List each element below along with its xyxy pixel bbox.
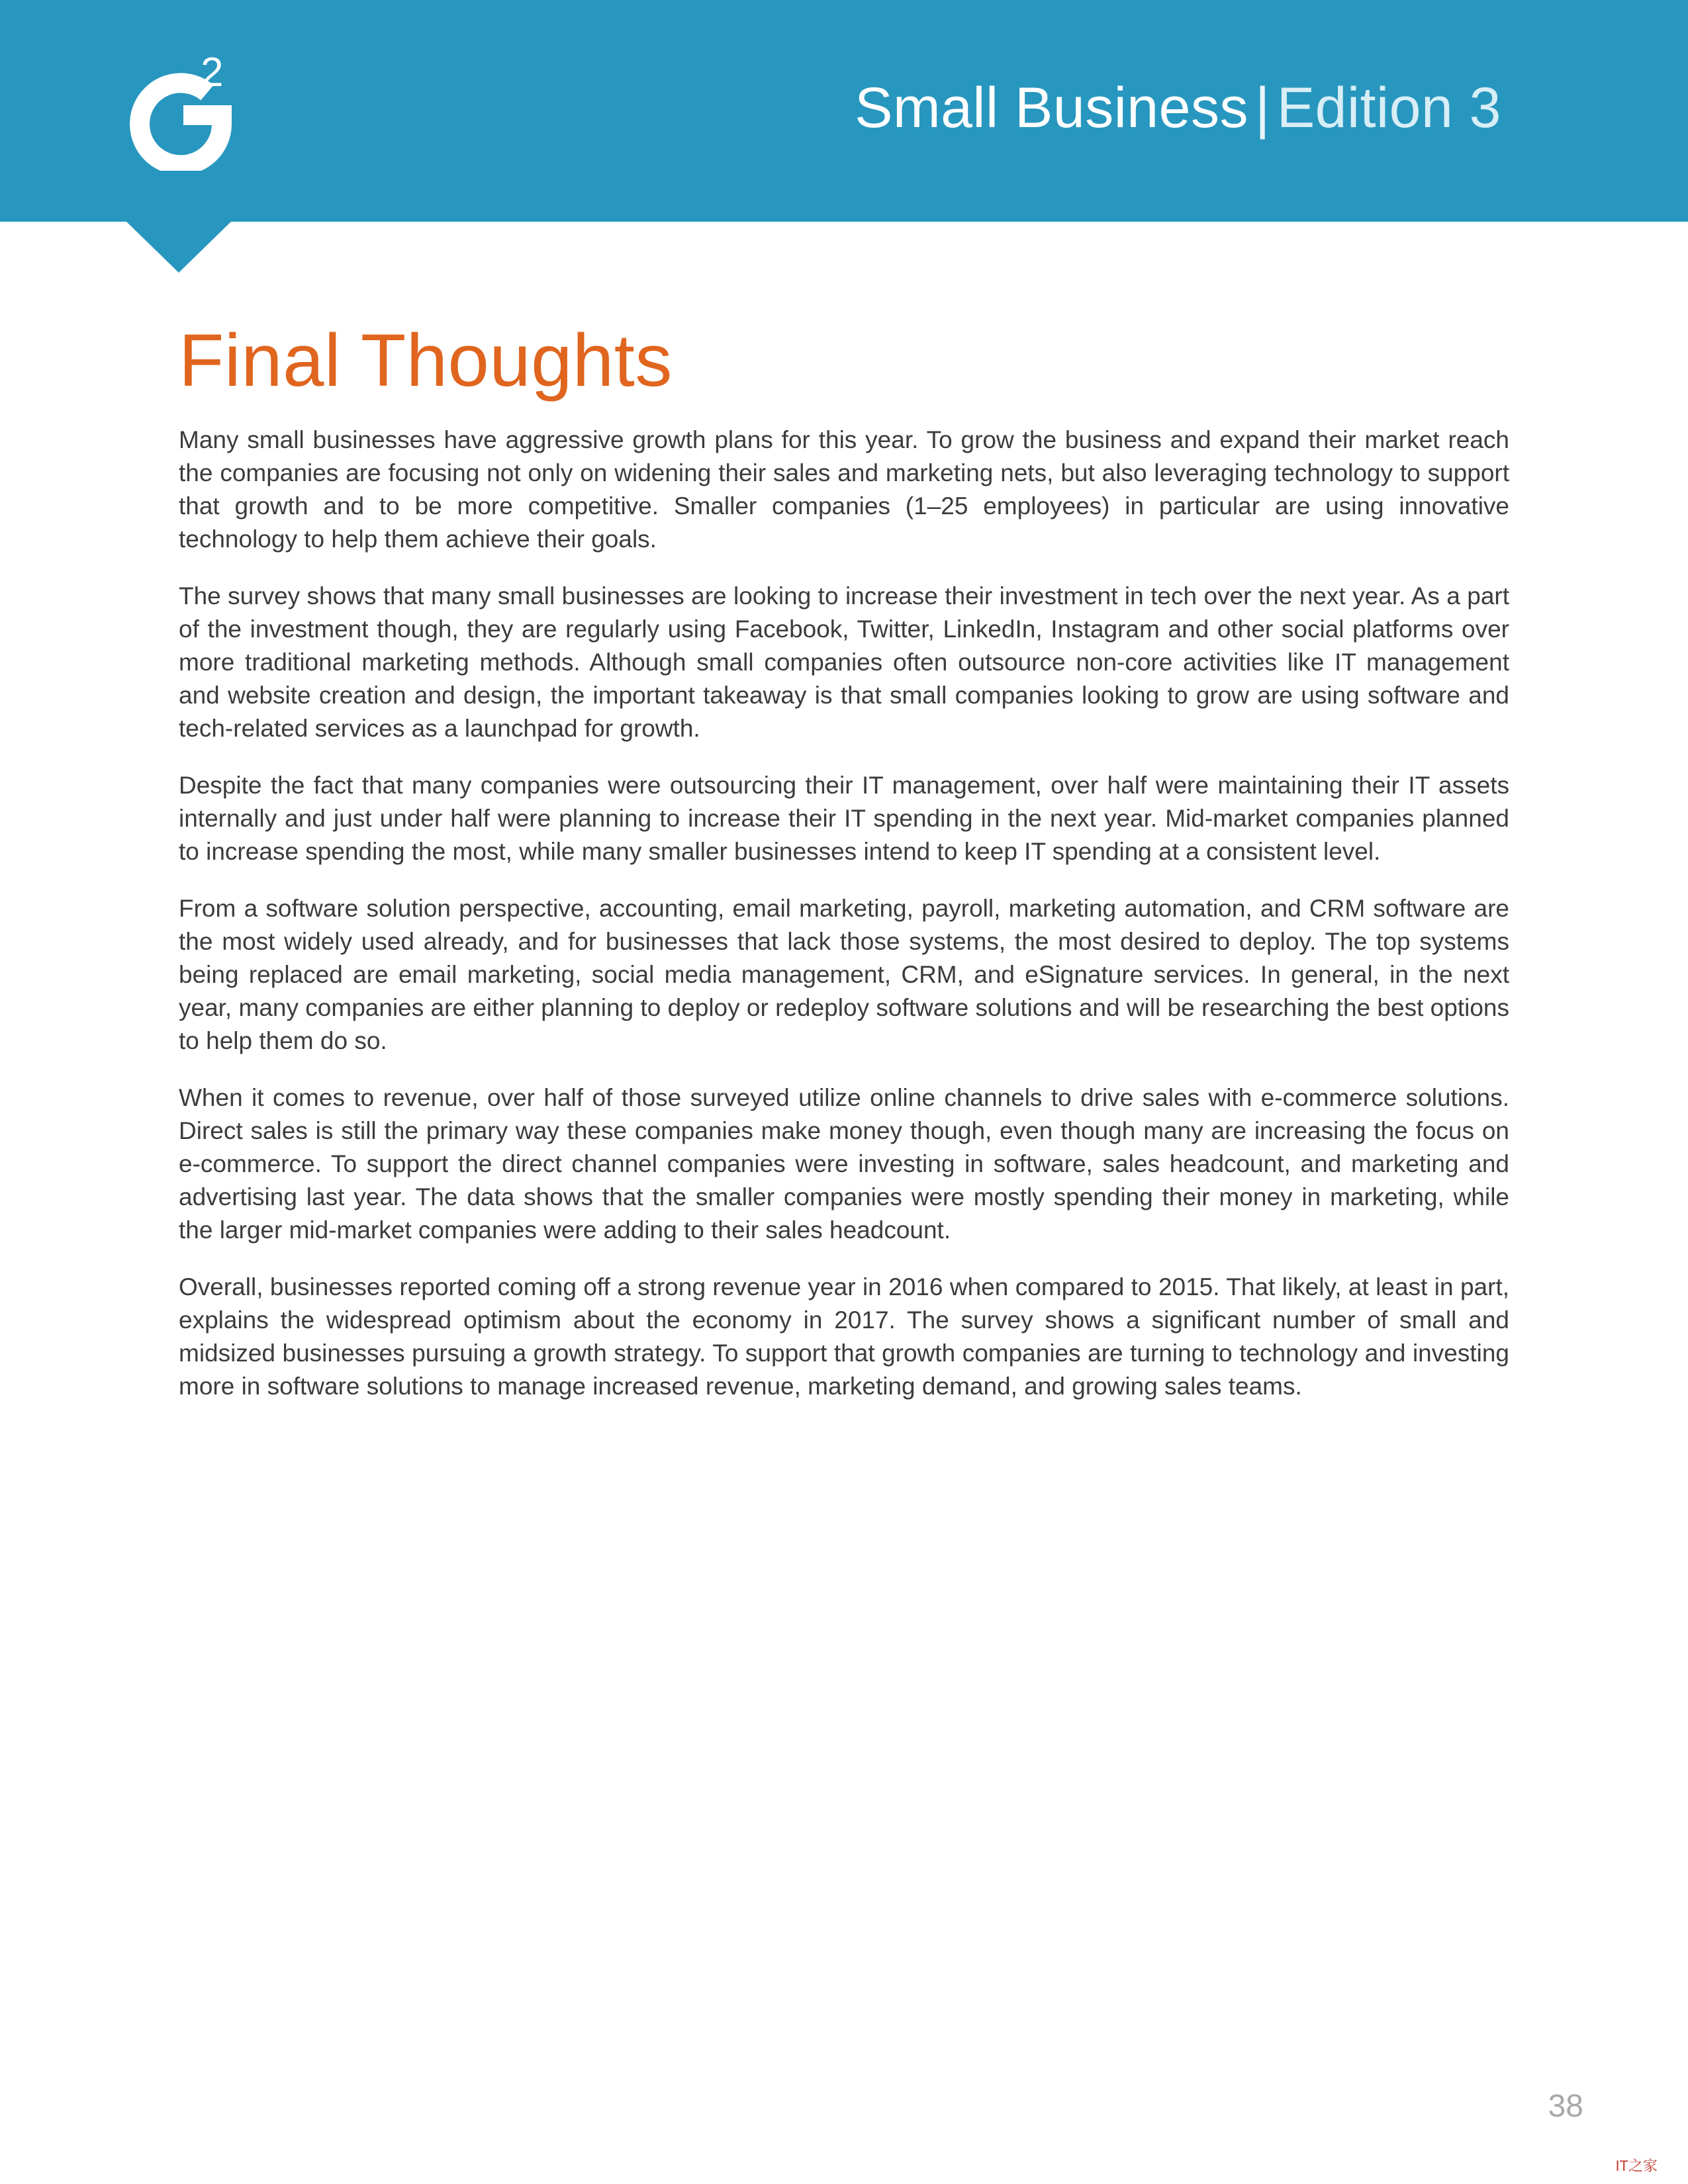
report-title-separator: | bbox=[1254, 76, 1270, 140]
paragraph: Many small businesses have aggressive growth plans for this year. To grow the business and expand their market reach the companies are focusing not only on widening their sales and marketing nets, but also leveraging technology to support that growth and to be more competitive. Smaller companies (1–25 employees) in particular are using innovative technology to help them achieve their goals. bbox=[179, 426, 1509, 553]
paragraph: When it comes to revenue, over half of those surveyed utilize online channels to drive sales with e-commerce solutions. Direct sales is still the primary way these companies make money though, even though many are increasing the focus on e-commerce. To support the direct channel companies were investing in software, sales headcount, and marketing and advertising last year. The data shows that the smaller companies were mostly spending their money in marketing, while the larger mid-market companies were adding to their sales headcount. bbox=[179, 1084, 1509, 1244]
paragraph: Overall, businesses reported coming off a strong revenue year in 2016 when compared to 2015. That likely, at least in part, explains the widespread optimism about the economy in 2017. The survey shows a significant number of small and midsized businesses pursuing a growth strategy. To support that growth companies are turning to technology and investing more in software solutions to manage increased revenue, marketing demand, and growing sales teams. bbox=[179, 1273, 1509, 1400]
header-banner bbox=[0, 0, 1688, 222]
logo-superscript: 2 bbox=[201, 52, 224, 95]
watermark: IT之家 bbox=[1615, 2158, 1658, 2174]
report-title-main: Small Business bbox=[855, 76, 1248, 140]
header-pointer bbox=[126, 221, 232, 273]
paragraph: The survey shows that many small businesses are looking to increase their investment in tech over the next year. As a part of the investment though, they are regularly using Facebook, Twitter, LinkedIn, Instagram and other social platforms over more traditional marketing methods. Although small companies often outsource non-core activities like IT management and website creation and design, the important takeaway is that small companies looking to grow are using software and tech-related services as a launchpad for growth. bbox=[179, 582, 1509, 742]
report-title bbox=[855, 71, 1501, 144]
body-text bbox=[179, 424, 1509, 1427]
page-title: Final Thoughts bbox=[179, 319, 673, 402]
page-number: 38 bbox=[1548, 2089, 1583, 2124]
report-edition: Edition 3 bbox=[1276, 76, 1501, 140]
paragraph: From a software solution perspective, accounting, email marketing, payroll, marketing automation, and CRM software are the most widely used already, and for businesses that lack those systems, the most desired to deploy. The top systems being replaced are email marketing, social media management, CRM, and eSignature services. In general, in the next year, many companies are either planning to deploy or redeploy software solutions and will be researching the best options to help them do so. bbox=[179, 895, 1509, 1054]
g2-logo-icon bbox=[122, 52, 242, 171]
paragraph: Despite the fact that many companies were outsourcing their IT management, over half were maintaining their IT assets internally and just under half were planning to increase their IT spending in the next year. Mid-market companies planned to increase spending the most, while many smaller businesses intend to keep IT spending at a consistent level. bbox=[179, 772, 1509, 865]
